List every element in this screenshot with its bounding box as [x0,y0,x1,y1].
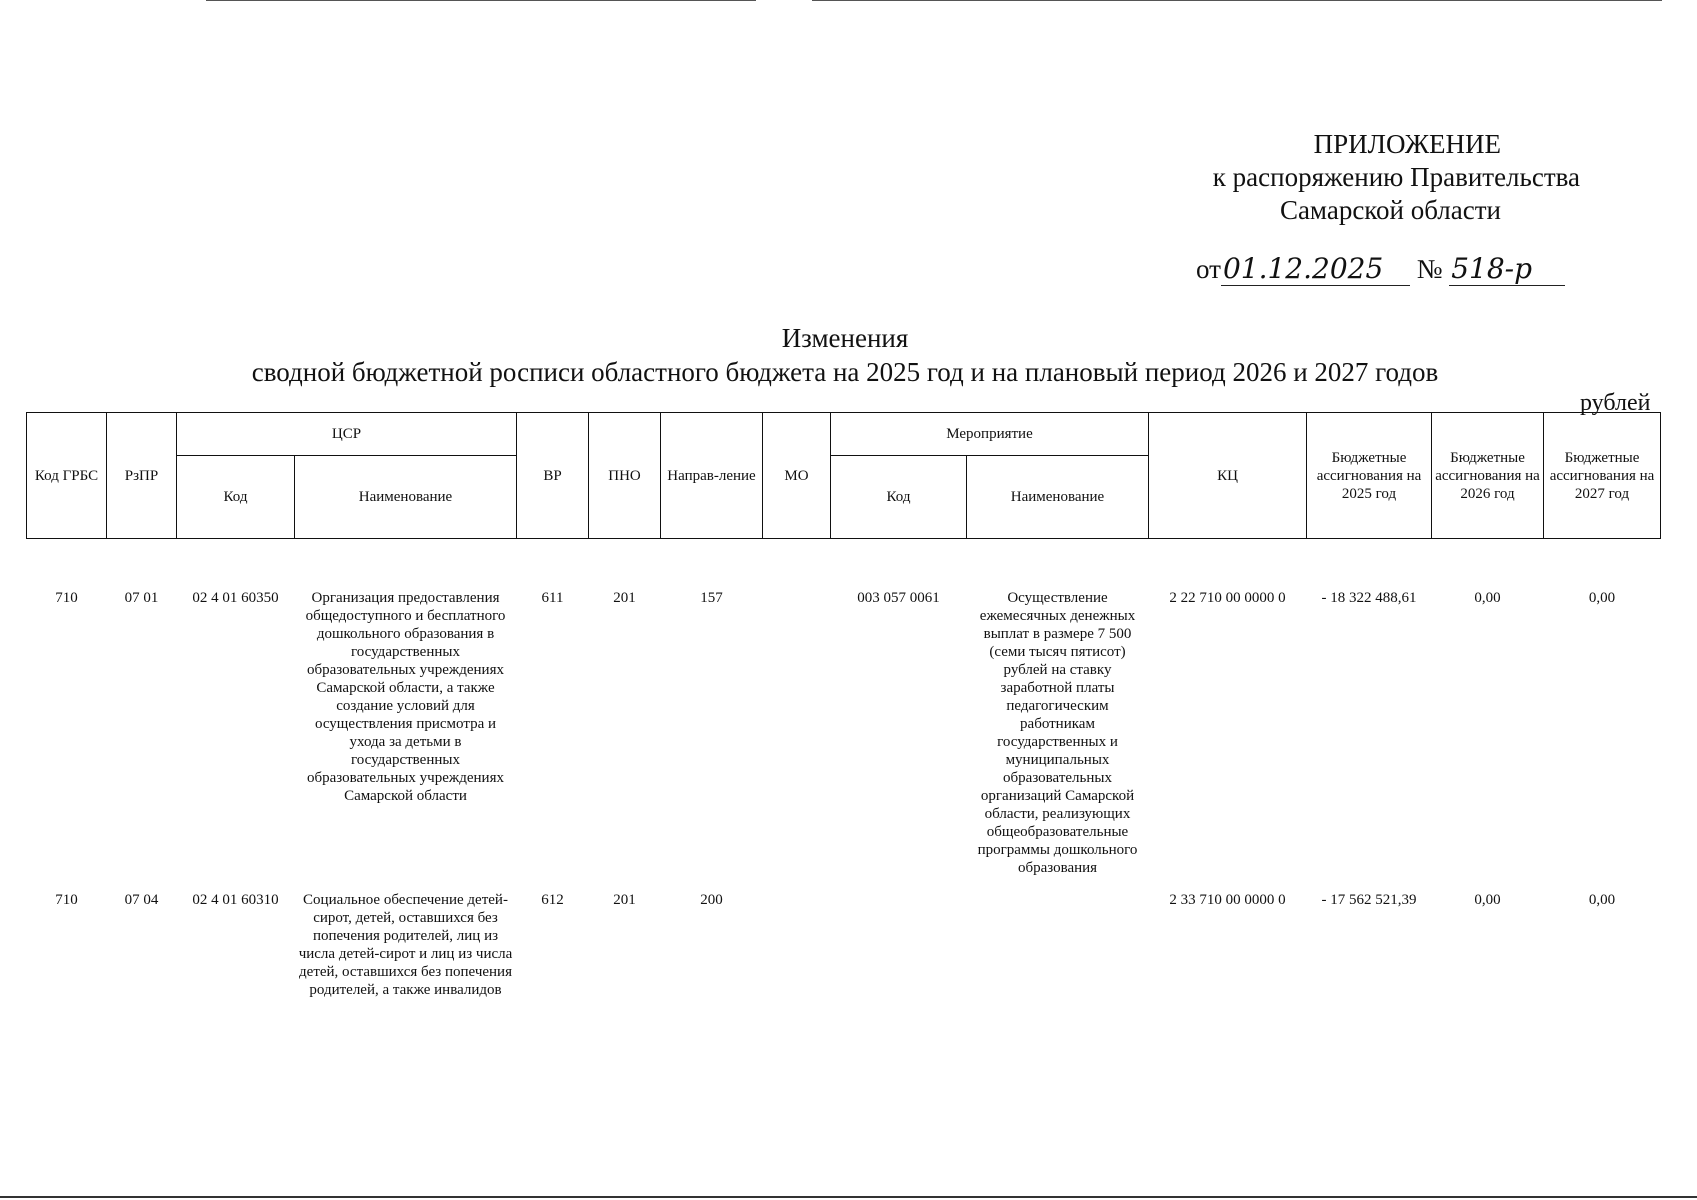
order-reference [1196,252,1565,286]
cell-csr-code: 02 4 01 60310 [192,892,279,908]
header-budget-2025: Бюджетные ассигнования на 2025 год [1307,413,1432,539]
cell-budget-2026: 0,00 [1474,892,1501,908]
appendix-region: Самарской области [1279,195,1501,225]
cell-event-name [967,889,1149,1011]
cell-budget-2025: - 17 562 521,39 [1321,892,1417,908]
cell-mo [763,587,831,889]
cell-pno: 201 [613,590,636,606]
header-mo: МО [763,413,831,539]
cell-vr: 612 [541,892,564,908]
cell-grbs: 710 [55,892,78,908]
header-budget-2026: Бюджетные ассигнования на 2026 год [1432,413,1544,539]
cell-event-code [831,889,967,1011]
cell-event-name: Осуществление ежемесячных денежных выплат в размере 7 500 (семи тысяч пятисот) рублей на ставку заработной платы педагогическим работникам государственных и муниципальных образовательных организаций Самарской области, реализующих общеобразовательные программы дошкольного образования [977,590,1138,876]
scan-border-bottom [0,1196,1697,1198]
header-csr-code: Код [177,456,295,539]
header-csr: ЦСР [177,413,517,456]
header-direction: Направ-ление [661,413,763,539]
cell-kc: 2 33 710 00 0000 0 [1169,892,1286,908]
header-pno: ПНО [589,413,661,539]
cell-pno: 201 [613,892,636,908]
cell-mo [763,889,831,1011]
cell-csr-name: Социальное обеспечение детей-сирот, детей, оставшихся без попечения родителей, лиц из числа детей-сирот и лиц из числа детей, оставшихся без попечения родителей, а также инвалидов [298,892,513,998]
header-event: Мероприятие [831,413,1149,456]
cell-budget-2027: 0,00 [1588,892,1616,908]
cell-rzpr: 07 04 [124,892,159,908]
order-date-handwritten: 01.12.2025 [1221,252,1410,286]
cell-kc: 2 22 710 00 0000 0 [1169,590,1286,606]
header-event-name: Наименование [967,456,1149,539]
document-title: Изменения [781,323,909,353]
header-rzpr: РзПР [107,413,177,539]
order-from-label: от [1196,254,1221,284]
header-vr: ВР [517,413,589,539]
cell-direction: 200 [700,892,723,908]
cell-csr-name: Организация предоставления общедоступного и бесплатного дошкольного образования в государственных образовательных учреждениях Самарской области, а также создание условий для осуществления присмотра и ухода за детьми в государственных образовательных учреждениях Самарской области [305,590,506,804]
cell-vr: 611 [541,590,564,606]
order-number-handwritten: 518-р [1449,252,1565,286]
header-kc: КЦ [1149,413,1307,539]
header-event-code: Код [831,456,967,539]
cell-budget-2027: 0,00 [1588,590,1616,606]
cell-budget-2025: - 18 322 488,61 [1321,590,1417,606]
cell-rzpr: 07 01 [124,590,159,606]
cell-event-code: 003 057 0061 [857,590,940,606]
appendix-subtitle: к распоряжению Правительства [1212,162,1580,192]
budget-table [26,412,1661,1011]
table-row [27,587,1661,889]
table-spacer [27,539,1661,588]
cell-csr-code: 02 4 01 60350 [192,590,279,606]
table-row [27,889,1661,1011]
header-csr-name: Наименование [295,456,517,539]
scan-border-top-right [812,0,1662,1]
document-subtitle: сводной бюджетной росписи областного бюджета на 2025 год и на плановый период 2026 и 2027 годов [251,357,1439,387]
order-number-label: № [1416,254,1443,284]
appendix-title: ПРИЛОЖЕНИЕ [1313,129,1501,159]
header-grbs: Код ГРБС [27,413,107,539]
cell-grbs: 710 [55,590,78,606]
cell-direction: 157 [700,590,723,606]
scan-border-top-left [206,0,756,1]
cell-budget-2026: 0,00 [1474,590,1501,606]
units-label: рублей [1580,390,1651,416]
header-budget-2027: Бюджетные ассигнования на 2027 год [1544,413,1661,539]
appendix-heading [1160,128,1600,227]
